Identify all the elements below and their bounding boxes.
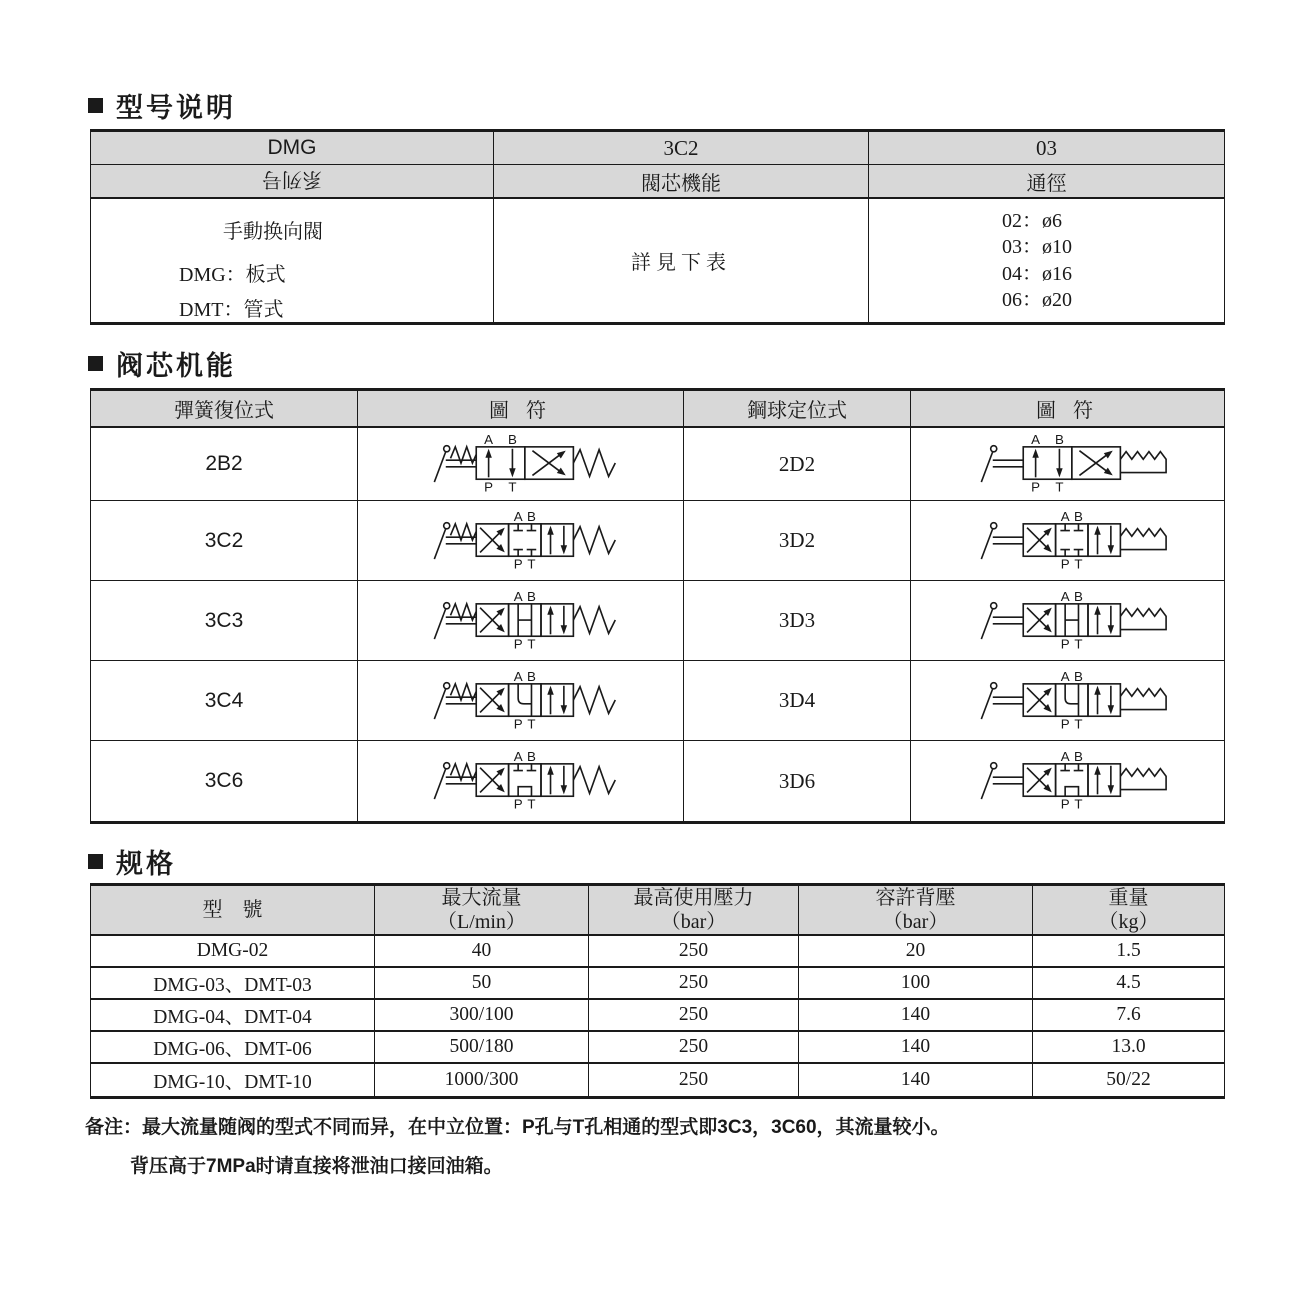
spec-flow: 1000/300 <box>444 1069 519 1090</box>
spec-weight: 1.5 <box>1116 940 1141 961</box>
spec-model: DMG-04、DMT-04 <box>153 1007 312 1028</box>
spec-back-pressure: 100 <box>900 972 931 993</box>
spec-pressure: 250 <box>678 1036 709 1057</box>
bore-option: 06：ø20 <box>1002 289 1072 311</box>
valve-symbol-2B2 <box>411 424 631 504</box>
model-code-dmg: DMG <box>267 136 317 159</box>
model-code-table <box>90 129 1225 325</box>
model-label-bore: 通徑 <box>1026 172 1067 195</box>
valve-symbol-3D4 <box>958 661 1178 741</box>
spool-row-3C2 <box>91 501 1224 581</box>
valve-symbol-3C6 <box>411 741 631 821</box>
bore-options-cell <box>869 199 1224 322</box>
spec-row <box>91 1064 1224 1096</box>
valve-symbol-3C2 <box>411 501 631 581</box>
spec-model: DMG-10、DMT-10 <box>153 1072 312 1093</box>
model-label-series: 系列号 <box>262 167 322 190</box>
valve-symbol-3D6 <box>958 741 1178 821</box>
section-title-spool <box>88 344 236 383</box>
spec-model: DMG-06、DMT-06 <box>153 1039 312 1060</box>
spec-header-weight: 重量 （kg） <box>1098 887 1159 933</box>
spec-header-max-flow: 最大流量 （L/min） <box>375 886 589 934</box>
bore-option: 04：ø16 <box>1002 262 1072 285</box>
section-bullet-icon <box>88 98 103 113</box>
section-bullet-icon <box>88 356 103 371</box>
section-title-spec-label: 规格 <box>116 849 176 879</box>
spool-row-3C6 <box>91 741 1224 821</box>
spool-code-2D2: 2D2 <box>778 451 816 476</box>
spec-header-model: 型 號 <box>91 886 375 934</box>
spec-flow: 500/180 <box>449 1036 514 1057</box>
spec-flow: 40 <box>471 940 492 961</box>
valve-symbol-3D3 <box>958 581 1178 661</box>
spool-code-3D3: 3D3 <box>778 608 816 632</box>
spool-header-symbol1: 圖 符 <box>489 400 552 422</box>
spec-back-pressure: 140 <box>900 1004 931 1025</box>
function-see-table-cell: 詳見下表 <box>631 252 731 274</box>
section-title-spool-label: 阀芯机能 <box>116 351 236 381</box>
spool-code-3C2: 3C2 <box>204 528 244 552</box>
spool-row-2B2 <box>91 428 1224 501</box>
spec-pressure: 250 <box>678 972 709 993</box>
spool-function-table <box>90 388 1225 824</box>
model-code-03: 03 <box>1036 135 1057 160</box>
spool-code-3C3: 3C3 <box>204 608 244 632</box>
series-line3: DMT：管式 <box>179 299 284 321</box>
spec-back-pressure: 140 <box>900 1069 931 1090</box>
valve-symbol-3C3 <box>411 581 631 661</box>
model-label-spool-function: 閥芯機能 <box>641 172 721 195</box>
spool-row-3C3 <box>91 581 1224 661</box>
spec-row <box>91 1000 1224 1032</box>
spec-row <box>91 1032 1224 1064</box>
spec-table <box>90 883 1225 1099</box>
series-line1: 手動换向閥 <box>223 221 323 243</box>
spool-code-3C4: 3C4 <box>204 688 244 712</box>
spec-weight: 4.5 <box>1116 972 1141 993</box>
section-bullet-icon <box>88 854 103 869</box>
section-title-spec <box>88 842 176 881</box>
spool-header-detent: 鋼球定位式 <box>747 400 847 422</box>
spool-header-symbol2: 圖 符 <box>1036 400 1099 422</box>
spec-flow: 300/100 <box>449 1004 514 1025</box>
spool-code-3D4: 3D4 <box>778 688 816 712</box>
spec-weight: 7.6 <box>1116 1004 1141 1025</box>
spec-weight: 13.0 <box>1111 1036 1146 1057</box>
spec-flow: 50 <box>471 972 492 993</box>
bore-option: 03：ø10 <box>1002 236 1072 258</box>
spec-pressure: 250 <box>678 940 709 961</box>
spec-pressure: 250 <box>678 1069 709 1090</box>
section-title-model <box>88 86 236 125</box>
spool-code-2B2: 2B2 <box>205 452 243 475</box>
spool-header-spring: 彈簧復位式 <box>174 400 274 422</box>
spec-model: DMG-02 <box>196 940 269 961</box>
bore-option: 02：ø6 <box>1002 209 1062 232</box>
spec-pressure: 250 <box>678 1004 709 1025</box>
spool-code-3D6: 3D6 <box>778 768 816 793</box>
spec-weight: 50/22 <box>1106 1069 1151 1090</box>
spec-header-max-pressure: 最高使用壓力 （bar） <box>589 886 799 934</box>
note-line-1: 备注：最大流量随阀的型式不同而异，在中立位置：P孔与T孔相通的型式即3C3，3C60，其流量较小。 <box>85 1117 950 1138</box>
note-line-2: 背压高于7MPa时请直接将泄油口接回油箱。 <box>130 1156 503 1177</box>
valve-symbol-3C4 <box>411 661 631 741</box>
spec-row <box>91 936 1224 968</box>
section-title-model-label: 型号说明 <box>116 93 236 123</box>
valve-symbol-2D2 <box>958 424 1178 504</box>
spec-back-pressure: 20 <box>905 940 926 961</box>
spool-code-3D2: 3D2 <box>778 528 816 552</box>
series-description-cell <box>91 199 494 322</box>
spool-code-3C6: 3C6 <box>204 769 244 792</box>
valve-symbol-3D2 <box>958 501 1178 581</box>
spec-row <box>91 968 1224 1000</box>
spec-header-back-pressure: 容許背壓 （bar） <box>799 886 1033 934</box>
model-code-3c2: 3C2 <box>663 135 699 160</box>
spec-back-pressure: 140 <box>900 1036 931 1057</box>
spec-model: DMG-03、DMT-03 <box>153 975 312 996</box>
spool-row-3C4 <box>91 661 1224 741</box>
series-line2: DMG：板式 <box>179 264 286 286</box>
